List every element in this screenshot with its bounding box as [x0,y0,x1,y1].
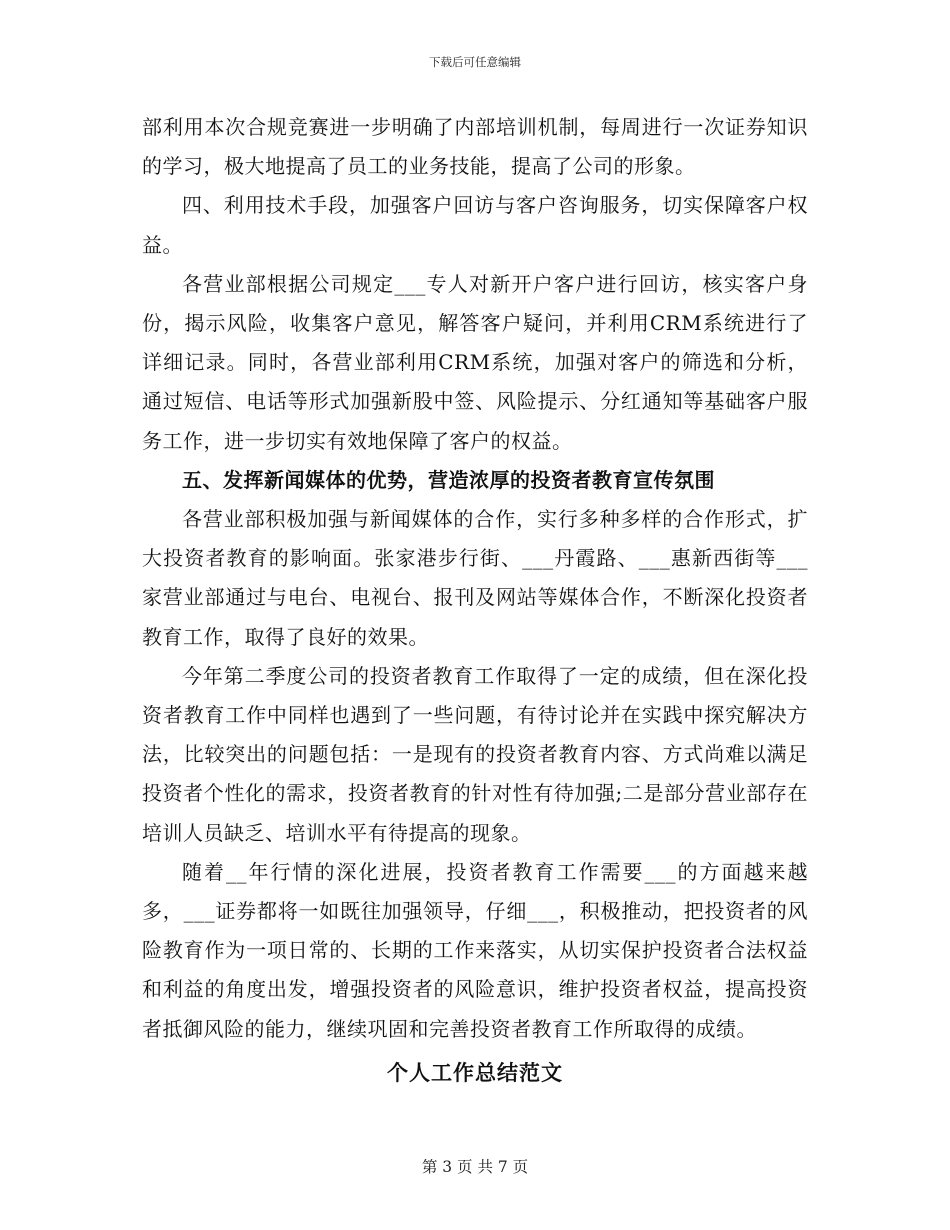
page-header: 下载后可任意编辑 [429,55,521,69]
paragraph-outlook: 随着__年行情的深化进展，投资者教育工作需要___的方面越来越多，___证券都将一如既往加强领导，仔细___，积极推动，把投资者的风险教育作为一项日常的、长期的工作来落实，从切实保护投资者合法权益和利益的角度出发，增强投资者的风险意识，维护投资者权益，提高投资者抵御风险的能力，继续巩固和完善投资者教育工作所取得的成绩。 [142,859,808,1041]
section-four-heading: 四、利用技术手段，加强客户回访与客户咨询服务，切实保障客户权益。 [142,193,808,257]
paragraph-continuation: 部利用本次合规竞赛进一步明确了内部培训机制，每周进行一次证券知识的学习，极大地提高了员工的业务技能，提高了公司的形象。 [142,115,808,179]
paragraph-client-visits: 各营业部根据公司规定___专人对新开户客户进行回访，核实客户身份，揭示风险，收集客户意见，解答客户疑问，并利用CRM系统进行了详细记录。同时，各营业部利用CRM系统，加强对客户的筛选和分析，通过短信、电话等形式加强新股中签、风险提示、分红通知等基础客户服务工作，进一步切实有效地保障了客户的权益。 [142,271,808,453]
paragraph-media-cooperation: 各营业部积极加强与新闻媒体的合作，实行多种多样的合作形式，扩大投资者教育的影响面。张家港步行街、___丹霞路、___惠新西街等___家营业部通过与电台、电视台、报刊及网站等媒体合作，不断深化投资者教育工作，取得了良好的效果。 [142,507,808,649]
document-body [142,108,808,1089]
section-five-heading: 五、发挥新闻媒体的优势，营造浓厚的投资者教育宣传氛围 [182,467,715,492]
page-number: 第 3 页 共 7 页 [421,1158,529,1176]
document-title: 个人工作总结范文 [387,1059,563,1085]
paragraph-problems: 今年第二季度公司的投资者教育工作取得了一定的成绩，但在深化投资者教育工作中同样也遇到了一些问题，有待讨论并在实践中探究解决方法，比较突出的问题包括：一是现有的投资者教育内容、方式尚难以满足投资者个性化的需求，投资者教育的针对性有待加强;二是部分营业部存在培训人员缺乏、培训水平有待提高的现象。 [142,663,808,845]
